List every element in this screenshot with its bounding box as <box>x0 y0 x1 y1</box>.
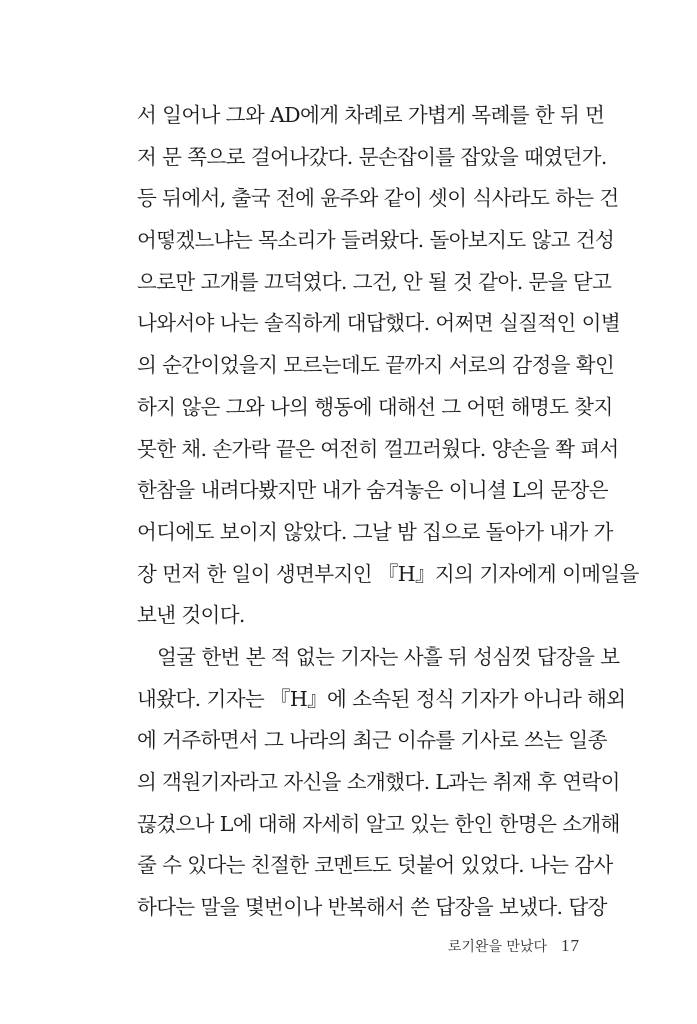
body-text <box>137 97 639 931</box>
text-line: 저 문 쪽으로 걸어나갔다. 문손잡이를 잡았을 때였던가. <box>137 144 607 169</box>
text-line: 어떻겠느냐는 목소리가 들려왔다. 돌아보지도 않고 건성 <box>137 228 615 253</box>
text-line: 서 일어나 그와 AD에게 차례로 가볍게 목례를 한 뒤 먼 <box>137 103 605 127</box>
running-title: 로기완을 만났다 <box>447 939 547 955</box>
text-line: 얼굴 한번 본 적 없는 기자는 사흘 뒤 성심껏 답장을 보 <box>157 644 620 669</box>
text-line: 장 먼저 한 일이 생면부지인 『H』지의 기자에게 이메일을 <box>137 561 639 586</box>
page-number: 17 <box>561 936 580 955</box>
page-footer <box>448 936 580 956</box>
text-line: 끊겼으나 L에 대해 자세히 알고 있는 한인 한명은 소개해 <box>137 811 620 836</box>
text-line: 으로만 고개를 끄덕였다. 그건, 안 될 것 같아. 문을 닫고 <box>137 269 612 294</box>
text-line: 의 객원기자라고 자신을 소개했다. L과는 취재 후 연락이 <box>137 770 620 794</box>
text-line: 못한 채. 손가락 끝은 여전히 껄끄러웠다. 양손을 쫙 펴서 <box>137 436 619 461</box>
text-line: 어디에도 보이지 않았다. 그날 밤 집으로 돌아가 내가 가 <box>137 519 613 544</box>
text-line: 내왔다. 기자는 『H』에 소속된 정식 기자가 아니라 해외 <box>137 686 626 711</box>
text-line: 등 뒤에서, 출국 전에 윤주와 같이 셋이 식사라도 하는 건 <box>137 186 619 211</box>
text-line: 보낸 것이다. <box>137 603 245 628</box>
text-line: 하지 않은 그와 나의 행동에 대해선 그 어떤 해명도 찾지 <box>137 394 613 419</box>
paragraph-2 <box>137 639 626 931</box>
text-line: 줄 수 있다는 친절한 코멘트도 덧붙어 있었다. 나는 감사 <box>137 853 613 878</box>
text-line: 의 순간이었을지 모르는데도 끝까지 서로의 감정을 확인 <box>137 353 615 378</box>
text-line: 에 거주하면서 그 나라의 최근 이슈를 기사로 쓰는 일종 <box>137 728 607 753</box>
paragraph-1 <box>137 97 639 639</box>
text-line: 하다는 말을 몇번이나 반복해서 쓴 답장을 보냈다. 답장 <box>137 895 607 920</box>
text-line: 나와서야 나는 솔직하게 대답했다. 어쩌면 실질적인 이별 <box>137 311 621 336</box>
text-line: 한참을 내려다봤지만 내가 숨겨놓은 이니셜 L의 문장은 <box>137 478 608 503</box>
